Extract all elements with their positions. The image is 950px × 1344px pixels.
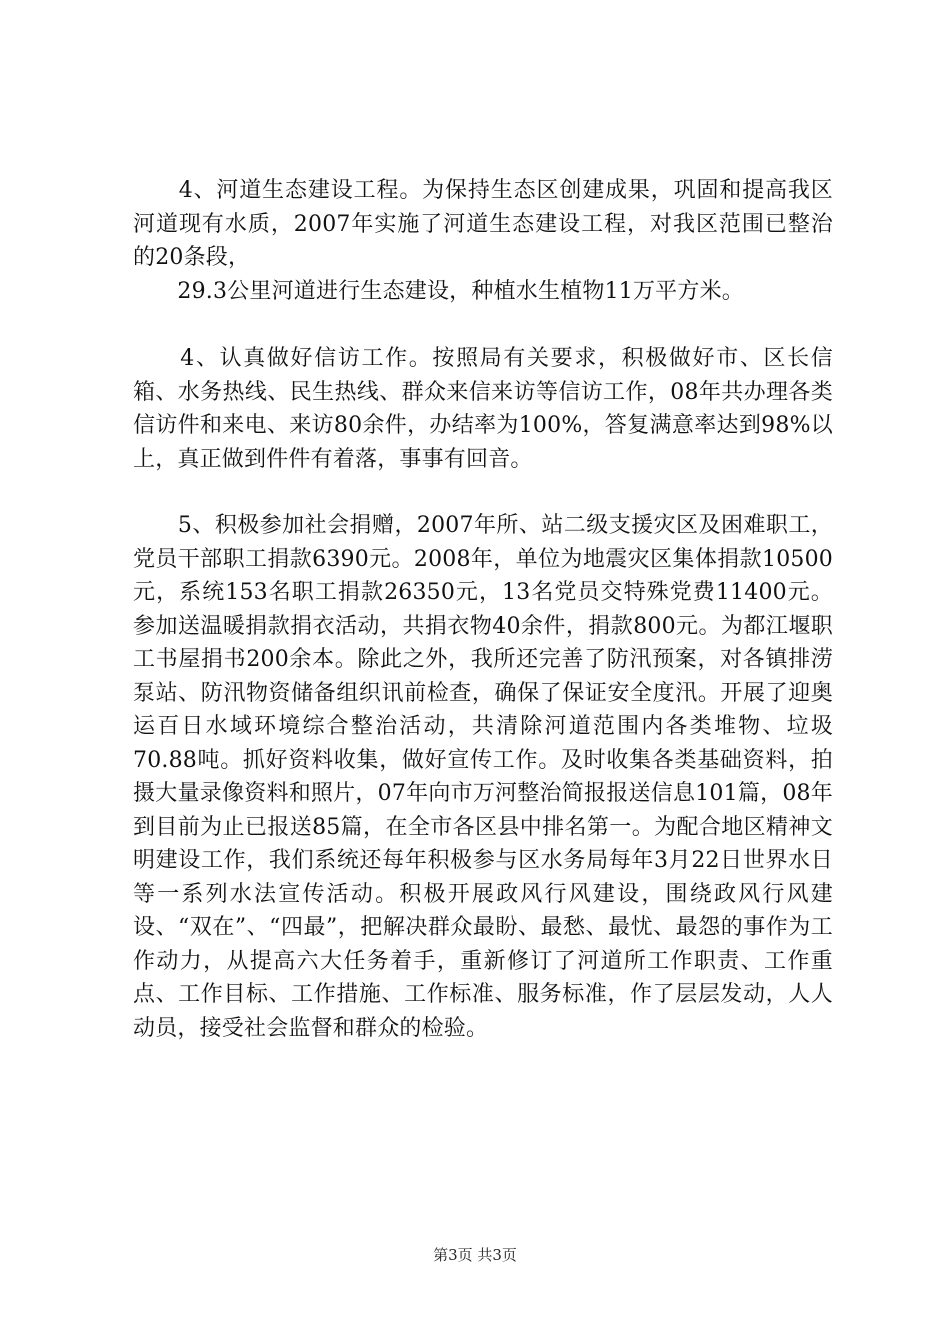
paragraph-river-ecology: 4、河道生态建设工程。为保持生态区创建成果，巩固和提高我区河道现有水质，2007年实施了河道生态建设工程，对我区范围已整治的20条段，: [133, 178, 833, 270]
paragraph-river-ecology-continued: 29.3公里河道进行生态建设，种植水生植物11万平方米。: [133, 278, 744, 304]
paragraph-petition-work: 4、认真做好信访工作。按照局有关要求，积极做好市、区长信箱、水务热线、民生热线、群众来信来访等信访工作，08年共办理各类信访件和来电、来访80余件，办结率为100%，答复满意率达到98%以上，真正做到件件有着落，事事有回音。: [133, 346, 833, 472]
paragraph-spacer: [133, 476, 833, 509]
page-number-footer: 第3页 共3页: [433, 1246, 517, 1264]
paragraph-spacer: [133, 308, 833, 342]
paragraph-social-donation: 5、积极参加社会捐赠，2007年所、站二级支援灾区及困难职工，党员干部职工捐款6390元。2008年，单位为地震灾区集体捐款10500元，系统153名职工捐款26350元，13名党员交特殊党费11400元。参加送温暖捐款捐衣活动，共捐衣物40余件，捐款800元。为都江堰职工书屋捐书200余本。除此之外，我所还完善了防汛预案，对各镇排涝泵站、防汛物资储备组织讯前检查，确保了保证安全度汛。开展了迎奥运百日水域环境综合整治活动，共清除河道范围内各类堆物、垃圾70.88吨。抓好资料收集，做好宣传工作。及时收集各类基础资料，拍摄大量录像资料和照片，07年向市万河整治简报报送信息101篇，08年到目前为止已报送85篇，在全市各区县中排名第一。为配合地区精神文明建设工作，我们系统还每年积极参与区水务局每年3月22日世界水日等一系列水法宣传活动。积极开展政风行风建设，围绕政风行风建设、“双在”、“四最”，把解决群众最盼、最愁、最忧、最怨的事作为工作动力，从提高六大任务着手，重新修订了河道所工作职责、工作重点、工作目标、工作措施、工作标准、服务标准，作了层层发动，人人动员，接受社会监督和群众的检验。: [133, 513, 833, 1041]
document-body: [133, 174, 833, 1045]
